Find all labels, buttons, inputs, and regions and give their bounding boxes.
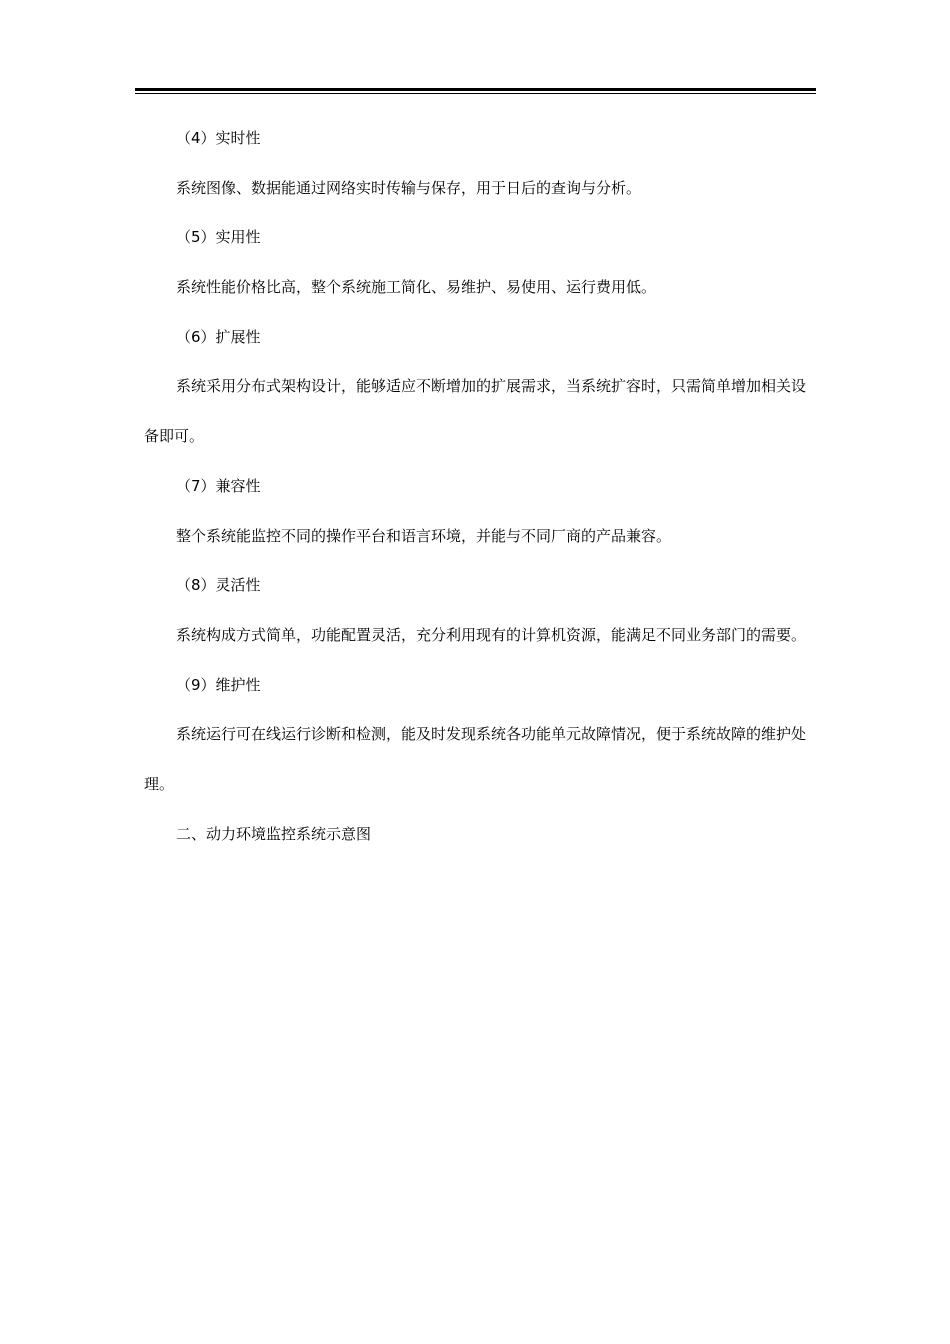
paragraph-practicality: 系统性能价格比高，整个系统施工简化、易维护、易使用、运行费用低。 [176,278,657,297]
header-rule-thin [135,93,816,94]
paragraph-flexibility: 系统构成方式简单，功能配置灵活，充分利用现有的计算机资源，能满足不同业务部门的需要。 [176,625,807,644]
heading-scalability: （6）扩展性 [176,327,261,346]
heading-realtime: （4）实时性 [176,129,261,147]
paragraph-compatibility: 整个系统能监控不同的操作平台和语言环境，并能与不同厂商的产品兼容。 [176,526,672,545]
heading-compatibility: （7）兼容性 [176,476,261,495]
paragraph-realtime: 系统图像、数据能通过网络实时传输与保存，用于日后的查询与分析。 [176,178,642,197]
header-rule-thick [135,88,816,91]
heading-maintainability: （9）维护性 [176,675,261,694]
section-heading-diagram: 二、动力环境监控系统示意图 [176,824,372,843]
document-body [144,114,808,859]
heading-flexibility: （8）灵活性 [176,576,261,595]
paragraph-scalability: 系统采用分布式架构设计，能够适应不断增加的扩展需求，当系统扩容时，只需简单增加相关设备即可。 [144,377,807,446]
heading-practicality: （5）实用性 [176,228,261,247]
paragraph-maintainability: 系统运行可在线运行诊断和检测，能及时发现系统各功能单元故障情况，便于系统故障的维护处理。 [144,725,807,793]
